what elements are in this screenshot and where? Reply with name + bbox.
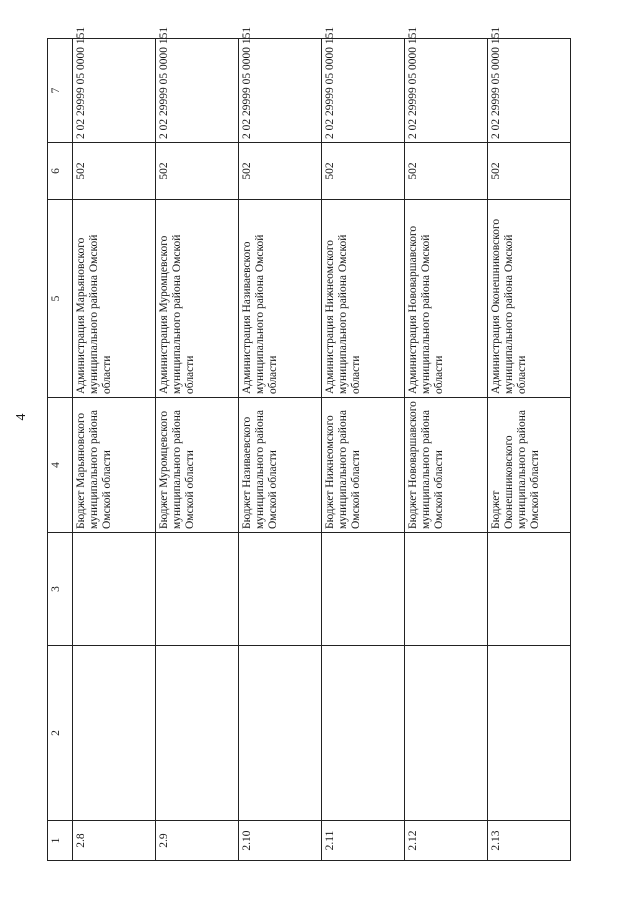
column-header: 1 xyxy=(48,821,73,861)
admin-code: 502 xyxy=(156,143,239,200)
cell-col3 xyxy=(156,533,239,646)
row-index: 2.8 xyxy=(73,821,156,861)
page-number: 4 xyxy=(14,413,29,421)
column-header: 2 xyxy=(48,646,73,821)
row-index: 2.9 xyxy=(156,821,239,861)
budget-classification-code: 2 02 29999 05 0000 151 xyxy=(239,39,322,143)
budget-allocation-table xyxy=(47,26,571,861)
cell-col3 xyxy=(405,533,488,646)
admin-code: 502 xyxy=(73,143,156,200)
budget-name: Бюджет Марьяновского муниципального района Омской области xyxy=(73,398,156,533)
cell-col2 xyxy=(156,646,239,821)
budget-name: Бюджет Нововаршавского муниципального района Омской области xyxy=(405,398,488,533)
row-index: 2.13 xyxy=(488,821,571,861)
administrator-name: Администрация Називаевского муниципального района Омской области xyxy=(239,200,322,398)
budget-classification-code: 2 02 29999 05 0000 151 xyxy=(405,39,488,143)
cell-col2 xyxy=(322,646,405,821)
budget-classification-code: 2 02 29999 05 0000 151 xyxy=(73,39,156,143)
column-header: 4 xyxy=(48,398,73,533)
table-row xyxy=(156,39,239,861)
table-row xyxy=(405,39,488,861)
column-header: 3 xyxy=(48,533,73,646)
administrator-name: Администрация Нижнеомского муниципального района Омской области xyxy=(322,200,405,398)
table-container xyxy=(47,26,586,861)
cell-col2 xyxy=(488,646,571,821)
admin-code: 502 xyxy=(239,143,322,200)
budget-classification-code: 2 02 29999 05 0000 151 xyxy=(322,39,405,143)
budget-name: Бюджет Оконешниковского муниципального района Омской области xyxy=(488,398,571,533)
administrator-name: Администрация Муромцевского муниципального района Омской области xyxy=(156,200,239,398)
cell-col2 xyxy=(239,646,322,821)
cell-col3 xyxy=(488,533,571,646)
admin-code: 502 xyxy=(405,143,488,200)
cell-col2 xyxy=(73,646,156,821)
cell-col3 xyxy=(239,533,322,646)
column-header: 6 xyxy=(48,143,73,200)
row-index: 2.12 xyxy=(405,821,488,861)
admin-code: 502 xyxy=(322,143,405,200)
row-index: 2.11 xyxy=(322,821,405,861)
table-row xyxy=(239,39,322,861)
budget-name: Бюджет Муромцевского муниципального района Омской области xyxy=(156,398,239,533)
row-index: 2.10 xyxy=(239,821,322,861)
admin-code: 502 xyxy=(488,143,571,200)
budget-name: Бюджет Називаевского муниципального района Омской области xyxy=(239,398,322,533)
administrator-name: Администрация Оконешниковского муниципального района Омской области xyxy=(488,200,571,398)
budget-classification-code: 2 02 29999 05 0000 151 xyxy=(488,39,571,143)
column-header: 5 xyxy=(48,200,73,398)
budget-classification-code: 2 02 29999 05 0000 151 xyxy=(156,39,239,143)
cell-col3 xyxy=(73,533,156,646)
administrator-name: Администрация Нововаршавского муниципального района Омской области xyxy=(405,200,488,398)
administrator-name: Администрация Марьяновского муниципального района Омской области xyxy=(73,200,156,398)
table-header-row xyxy=(48,39,73,861)
cell-col2 xyxy=(405,646,488,821)
table-row xyxy=(488,39,571,861)
budget-name: Бюджет Нижнеомского муниципального района Омской области xyxy=(322,398,405,533)
cell-col3 xyxy=(322,533,405,646)
table-row xyxy=(73,39,156,861)
column-header: 7 xyxy=(48,39,73,143)
table-row xyxy=(322,39,405,861)
